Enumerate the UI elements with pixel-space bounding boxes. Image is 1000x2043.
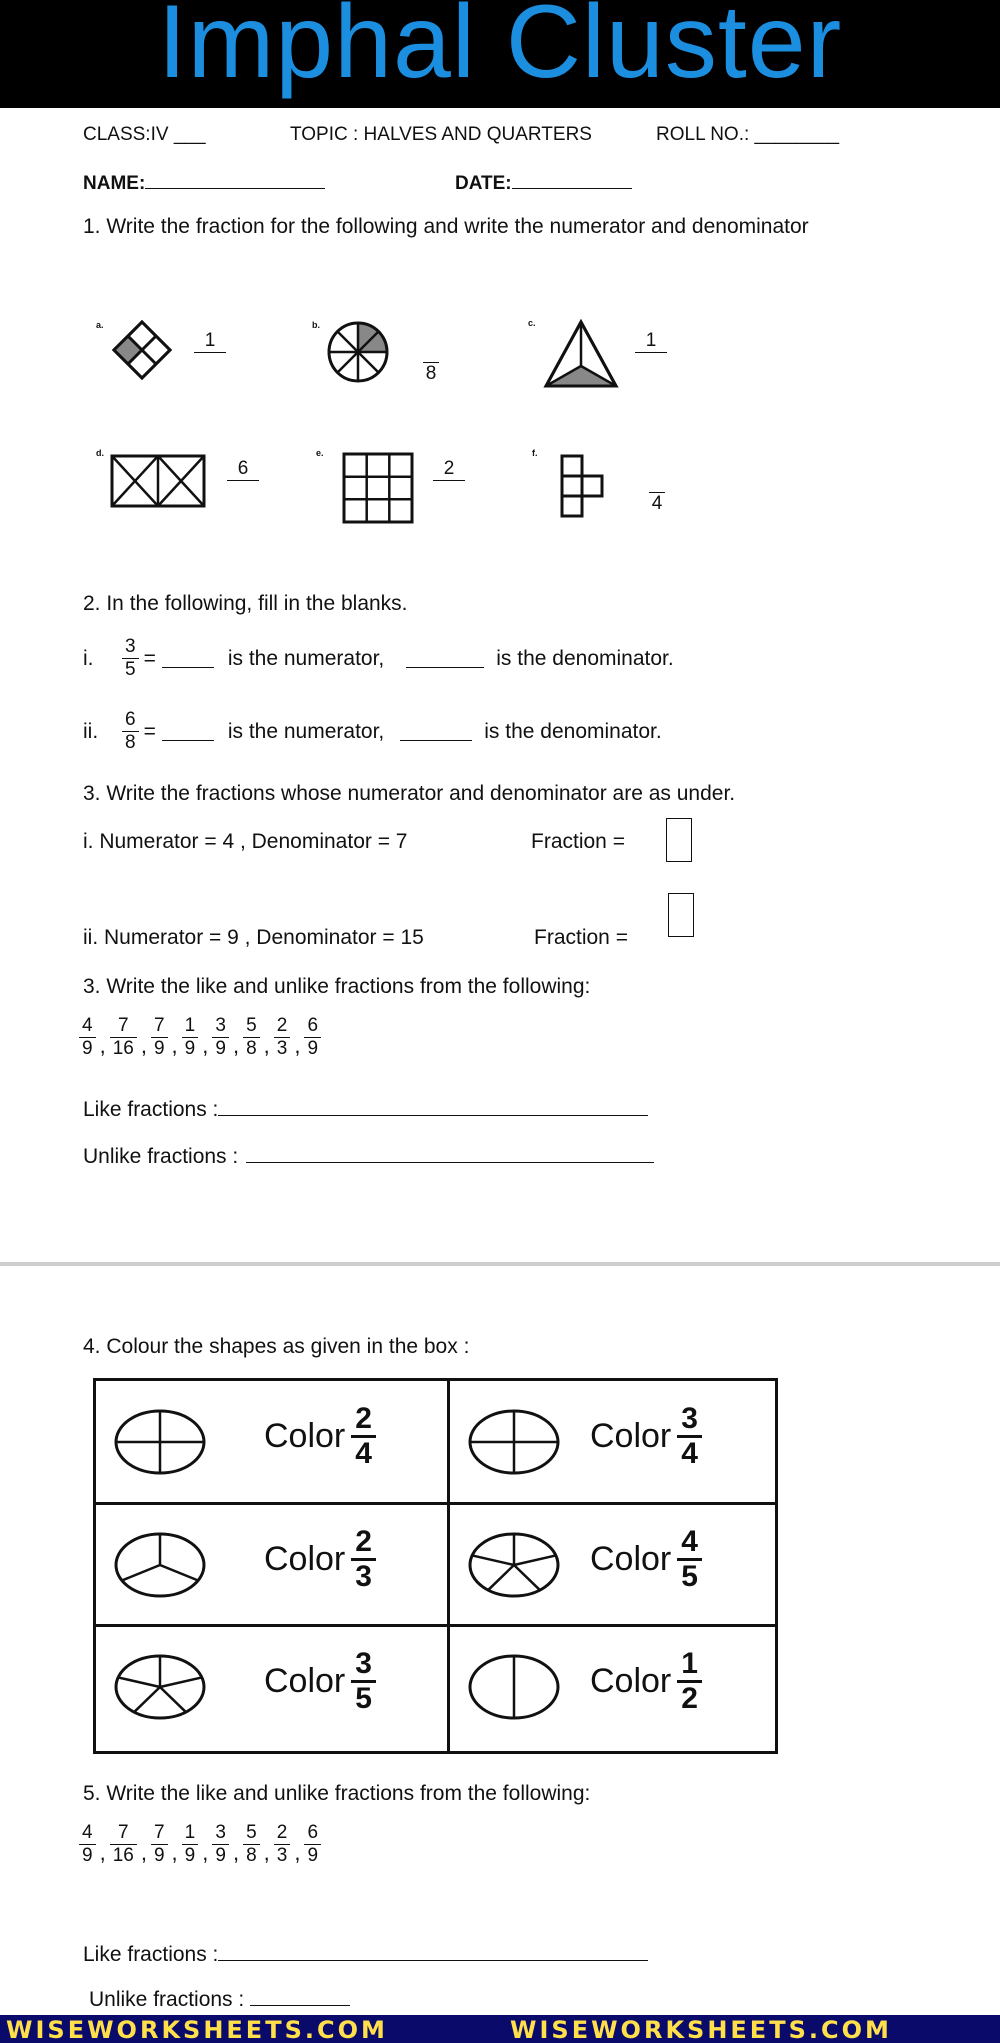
fraction-item [151,1822,168,1867]
q1-letter: d. [96,448,104,458]
q5-unlike-field[interactable] [89,1987,350,2012]
denominator: 5 [122,658,139,681]
numerator: 7 [117,1015,129,1036]
denominator: 9 [212,1844,229,1867]
q2-blank-numerator[interactable] [162,722,214,741]
target-fraction [677,1403,702,1470]
like-blank[interactable] [218,1942,648,1961]
numerator [641,470,673,492]
numerator: 4 [82,1822,93,1843]
name-blank[interactable] [145,170,325,189]
denominator: 9 [182,1037,199,1060]
circle-eighths-shape [326,320,390,384]
date-label: DATE: [455,173,512,194]
q3-prompt: 3. Write the fractions whose numerator and denominator are as under. [83,782,736,805]
q2-fraction [122,709,139,754]
numerator: 3 [125,636,136,657]
comma-separator: , [99,1032,106,1058]
q3-row-1-text: i. Numerator = 4 , Denominator = 7 [83,830,408,853]
roll-label: ROLL NO.: ________ [656,124,840,145]
color-word: Color [264,1417,346,1455]
date-blank[interactable] [512,170,632,189]
q1-prompt: 1. Write the fraction for the following and write the numerator and denominator [83,215,809,238]
numerator: 2 [355,1524,372,1558]
denominator: 8 [243,1037,260,1060]
denominator: 9 [182,1844,199,1867]
denominator: 5 [351,1680,376,1715]
comma-separator: , [202,1839,209,1865]
comma-separator: , [232,1839,240,1865]
numerator: 1 [204,330,216,351]
fraction-item [274,1822,291,1867]
fraction-item [182,1015,199,1060]
numerator: 2 [276,1015,288,1036]
denominator: 16 [110,1844,137,1867]
denominator: 9 [304,1844,321,1867]
color-instruction [590,1403,702,1470]
fraction-item [274,1015,291,1060]
denominator: 9 [212,1037,229,1060]
fraction-item [212,1015,229,1060]
numerator: 6 [237,458,249,479]
table-hline [96,1624,775,1627]
circle-3-parts-shape[interactable] [110,1530,210,1600]
fraction-item [243,1015,260,1060]
q1-letter: e. [316,448,324,458]
like-blank[interactable] [218,1097,648,1116]
denominator: 3 [351,1558,376,1593]
denominator: 4 [351,1435,376,1470]
denominator: 8 [243,1844,260,1867]
color-instruction [590,1526,702,1593]
color-word: Color [264,1662,346,1700]
class-label: CLASS:IV ___ [83,124,206,145]
q2-text: is the denominator. [484,719,662,743]
numerator: 1 [184,1822,196,1843]
numerator: 5 [246,1015,257,1036]
numerator: 3 [215,1822,226,1843]
denominator: 9 [151,1844,168,1867]
fraction-item [110,1822,137,1867]
denominator: 3 [274,1844,291,1867]
footer-watermark-bar [0,2015,1000,2043]
numerator: 2 [355,1402,372,1435]
denominator: 9 [151,1037,168,1060]
denominator [227,480,259,481]
numerator: 7 [153,1822,165,1843]
numerator: 7 [117,1822,129,1843]
denominator: 3 [274,1037,291,1060]
target-fraction [351,1526,376,1593]
target-fraction [677,1648,702,1715]
comma-separator: , [99,1839,106,1865]
q1-letter: b. [312,320,320,330]
denominator: 9 [304,1037,321,1060]
denominator [194,352,226,353]
q3b-fraction-list [78,1015,322,1060]
table-hline [96,1502,775,1505]
denominator: 2 [677,1680,702,1715]
numerator: 1 [645,330,657,351]
unlike-blank[interactable] [246,1144,654,1163]
numerator: 4 [681,1524,698,1558]
q2-text: is the numerator, [227,646,385,670]
topic-label: TOPIC : HALVES AND QUARTERS [290,124,592,145]
q3-answer-box[interactable] [668,893,694,937]
q1-fraction-a[interactable] [194,330,226,353]
denominator: 8 [423,362,440,385]
comma-separator: , [294,1839,301,1865]
q2-text: is the numerator, [227,719,385,743]
circle-5-parts-shape[interactable] [110,1652,210,1722]
q2-roman: i. [83,646,94,670]
q1-fraction-f[interactable] [641,470,673,515]
denominator [433,480,465,481]
q1-letter: a. [96,320,104,330]
comma-separator: , [140,1032,147,1058]
grid-ninths-shape [342,452,414,524]
header-bar [0,0,1000,108]
circle-4-parts-shape[interactable] [464,1407,564,1477]
q3b-like-field[interactable] [83,1097,648,1122]
numerator: 1 [184,1015,196,1036]
comma-separator: , [140,1839,147,1865]
numerator [415,340,447,362]
q2-roman: ii. [83,719,99,743]
q5-fraction-list [78,1822,322,1867]
numerator: 3 [215,1015,226,1036]
fraction-item [304,1822,321,1867]
color-instruction [264,1526,376,1593]
numerator: 6 [307,1822,319,1843]
comma-separator: , [263,1839,270,1865]
page-title: Imphal Cluster [157,0,843,100]
q2-blank-denominator[interactable] [406,649,484,668]
unlike-label: Unlike fractions : [89,1988,245,2011]
triangle-thirds-shape [542,318,620,390]
comma-separator: , [202,1032,209,1058]
circle-2-parts-shape[interactable] [464,1652,564,1722]
circle-4-parts-shape[interactable] [110,1407,210,1477]
numerator: 2 [443,458,455,479]
fraction-item [304,1015,321,1060]
fraction-item [212,1822,229,1867]
fraction-item [182,1822,199,1867]
q2-prompt: 2. In the following, fill in the blanks. [83,592,408,615]
q2-row-2 [83,709,662,754]
q1-fraction-b[interactable] [415,340,447,385]
unlike-blank[interactable] [250,1987,350,2006]
target-fraction [677,1526,702,1593]
comma-separator: , [294,1032,301,1058]
q3-row-1-label: Fraction = [531,830,625,853]
unlike-label: Unlike fractions : [83,1145,239,1168]
denominator: 8 [122,731,139,754]
section-divider [0,1262,1000,1266]
fraction-item [243,1822,260,1867]
q2-blank-numerator[interactable] [162,649,214,668]
equals-sign: = [143,719,156,743]
comma-separator: , [263,1032,270,1058]
numerator: 6 [307,1015,319,1036]
fraction-item [79,1015,96,1060]
q4-prompt: 4. Colour the shapes as given in the box : [83,1335,470,1358]
watermark-text: WISEWORKSHEETS.COM [510,2016,892,2043]
comma-separator: , [171,1839,178,1865]
numerator: 7 [153,1015,165,1036]
denominator: 16 [110,1037,137,1060]
name-field[interactable] [83,170,325,195]
watermark-text: WISEWORKSHEETS.COM [6,2016,388,2043]
q1-fraction-e[interactable] [433,458,465,481]
denominator: 9 [79,1844,96,1867]
denominator [635,352,667,353]
date-field[interactable] [455,170,632,195]
q1-fraction-d[interactable] [227,458,259,481]
q1-letter: f. [532,448,538,458]
color-word: Color [264,1539,346,1578]
q3-answer-box[interactable] [666,818,692,862]
square-quarters-shape [112,320,172,380]
colour-table [93,1378,778,1754]
like-label: Like fractions : [83,1098,219,1121]
q3-row-2-label: Fraction = [534,926,628,949]
comma-separator: , [171,1032,178,1058]
color-instruction [264,1403,376,1470]
denominator: 9 [79,1037,96,1060]
q3b-prompt: 3. Write the like and unlike fractions from the following: [83,975,591,998]
fraction-item [110,1015,137,1060]
numerator: 6 [125,709,136,730]
target-fraction [351,1403,376,1470]
target-fraction [351,1648,376,1715]
fraction-item [79,1822,96,1867]
q1-fraction-c[interactable] [635,330,667,353]
numerator: 3 [355,1647,372,1680]
q3b-unlike-field[interactable] [83,1144,654,1169]
q2-blank-denominator[interactable] [400,722,472,741]
denominator: 5 [677,1558,702,1593]
fraction-item [151,1015,168,1060]
color-word: Color [590,1539,672,1578]
numerator: 2 [276,1822,288,1843]
numerator: 5 [246,1822,257,1843]
q5-prompt: 5. Write the like and unlike fractions from the following: [83,1782,591,1805]
denominator: 4 [677,1435,702,1470]
numerator: 3 [681,1402,698,1435]
cross-quarters-shape [560,454,606,518]
q1-letter: c. [528,318,536,328]
q2-row-1 [83,636,674,681]
numerator: 1 [681,1647,698,1680]
q3-row-2-text: ii. Numerator = 9 , Denominator = 15 [83,926,424,949]
color-word: Color [590,1417,672,1455]
equals-sign: = [143,646,156,670]
q2-text: is the denominator. [496,646,674,670]
table-vline [447,1381,450,1751]
denominator: 4 [649,492,666,515]
like-label: Like fractions : [83,1943,219,1966]
color-instruction [264,1648,376,1715]
numerator: 4 [82,1015,93,1036]
color-word: Color [590,1662,672,1700]
color-instruction [590,1648,702,1715]
comma-separator: , [232,1032,240,1058]
rectangle-eighths-shape [110,454,206,508]
q2-fraction [122,636,139,681]
circle-5-parts-shape[interactable] [464,1530,564,1600]
name-label: NAME: [83,173,146,194]
q5-like-field[interactable] [83,1942,648,1967]
